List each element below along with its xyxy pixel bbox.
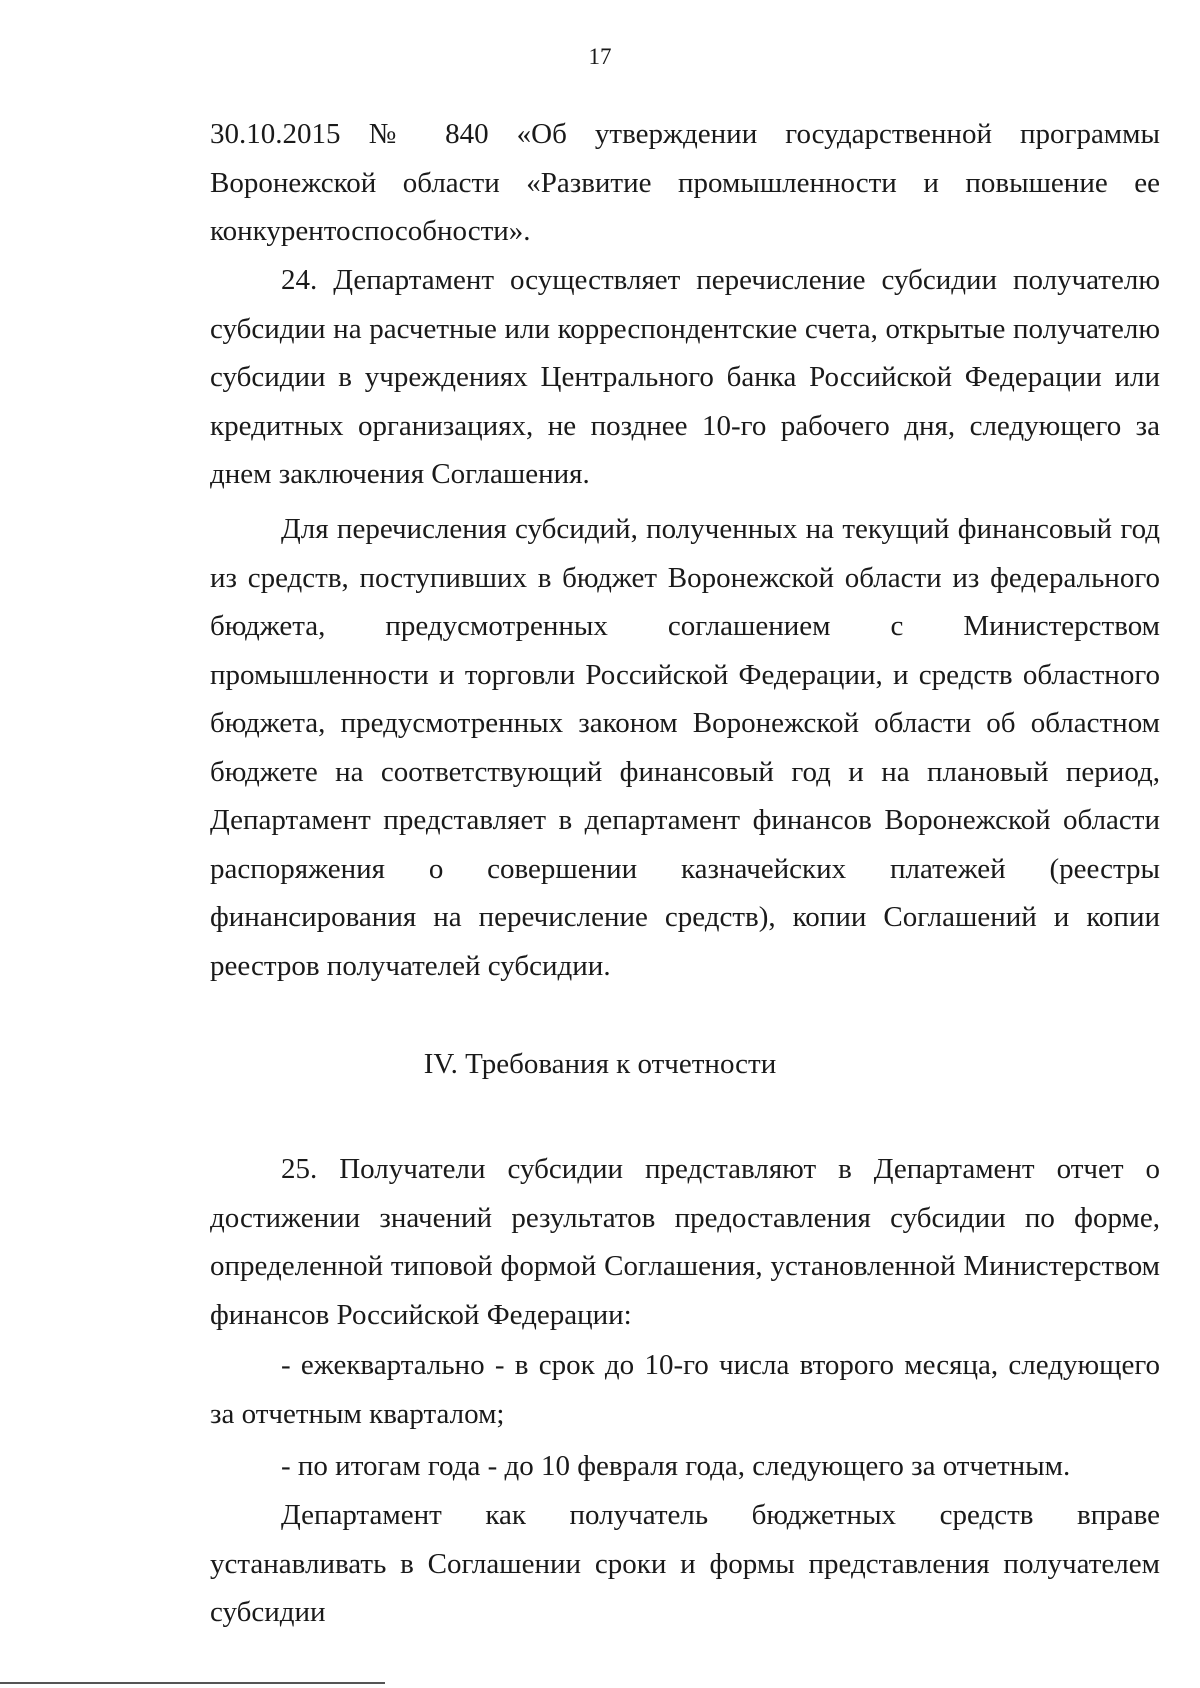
page-number: 17 (588, 44, 612, 69)
list-item-quarterly: - ежеквартально - в срок до 10-го числа второго месяца, следующего за отчетным кварталом; (210, 1349, 1160, 1430)
paragraph-24: 24. Департамент осуществляет перечисление субсидии получателю субсидии на расчетные или корреспондентские счета, открытые получателю субсидии в учреждениях Центрального банка Российской Федерации или кредитных организациях, не позднее 10-го рабочего дня, следующего за днем заключения Соглашения. (210, 264, 1160, 490)
section-heading: IV. Требования к отчетности (423, 1048, 777, 1080)
paragraph-department-rights: Департамент как получатель бюджетных средств вправе устанавливать в Соглашении сроки и формы представления получателем субсидии (210, 1499, 1160, 1628)
paragraph-transfer-procedure: Для перечисления субсидий, полученных на текущий финансовый год из средств, поступивших в бюджет Воронежской области из федерального бюджета, предусмотренных соглашением с Министерством промышленности и торговли Российской Федерации, и средств областного бюджета, предусмотренных законом Воронежской области об областном бюджете на соответствующий финансовый год и на плановый период, Департамент представляет в департамент финансов Воронежской области распоряжения о совершении казначейских платежей (реестры финансирования на перечисление средств), копии Соглашений и копии реестров получателей субсидии. (210, 513, 1160, 982)
list-item-annual: - по итогам года - до 10 февраля года, следующего за отчетным. (281, 1450, 1071, 1482)
paragraph-program-reference: 30.10.2015 № 840 «Об утверждении государственной программы Воронежской области «Развитие промышленности и повышение ее конкурентоспособности». (210, 118, 1160, 247)
bottom-rule (0, 1682, 385, 1684)
paragraph-25: 25. Получатели субсидии представляют в Департамент отчет о достижении значений результатов предоставления субсидии по форме, определенной типовой формой Соглашения, установленной Министерством финансов Российской Федерации: (210, 1153, 1160, 1331)
